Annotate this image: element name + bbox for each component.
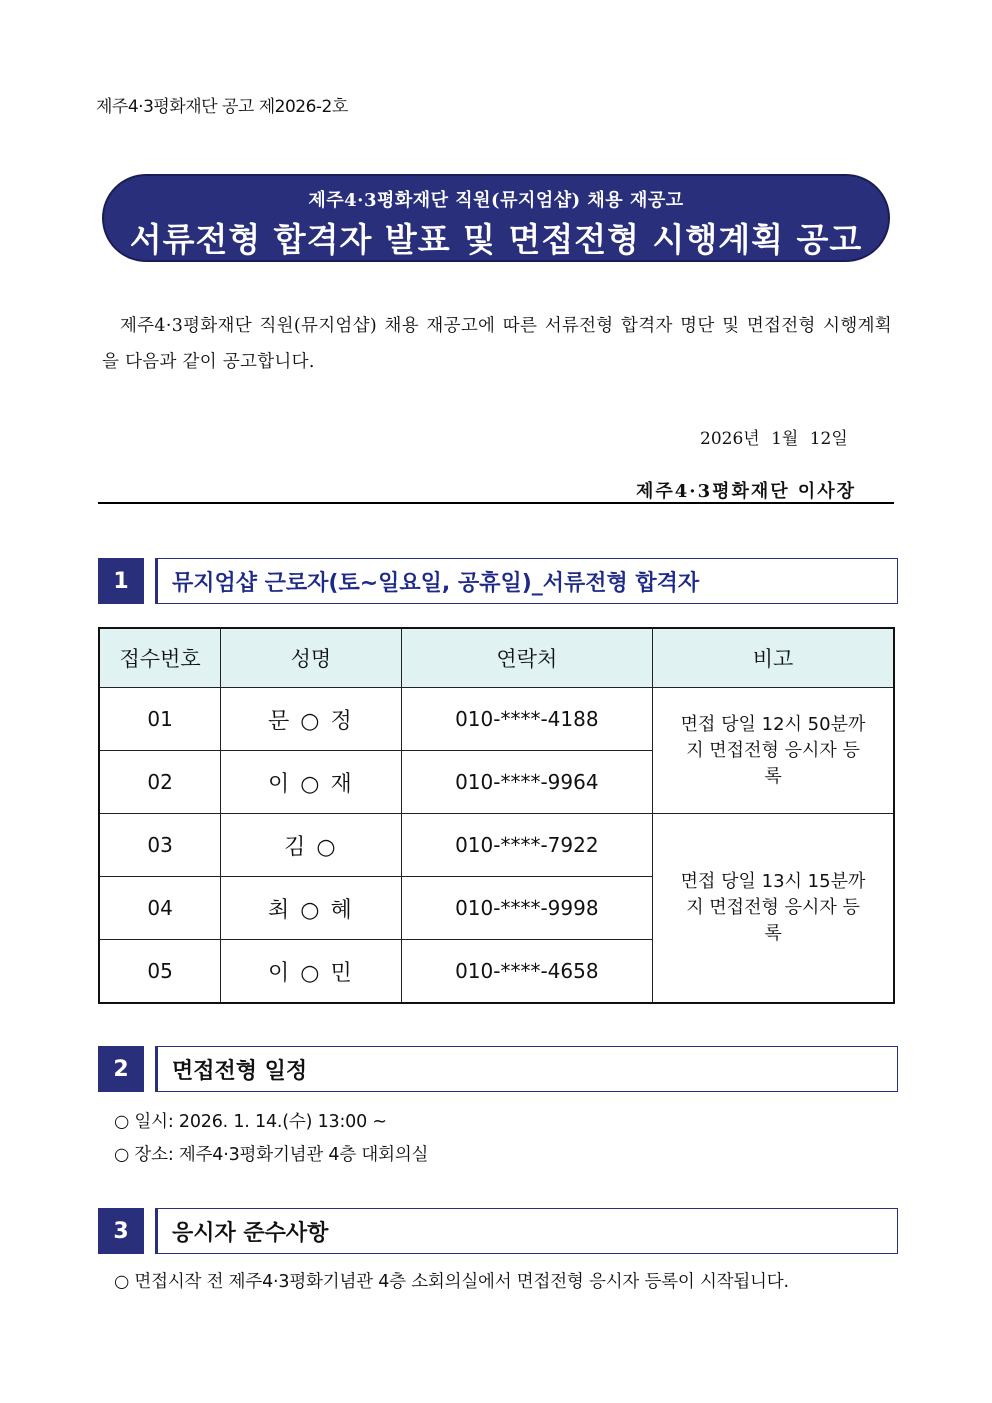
signer: 제주4·3평화재단 이사장 <box>636 481 857 502</box>
cell-number: 02 <box>99 751 221 814</box>
schedule-datetime: ○ 일시: 2026. 1. 14.(수) 13:00 ~ <box>114 1112 387 1132</box>
cell-number: 01 <box>99 688 221 751</box>
notice-date: 2026년 1월 12일 <box>700 429 848 449</box>
col-header-contact: 연락처 <box>401 628 652 688</box>
cell-note-group-a: 면접 당일 12시 50분까지 면접전형 응시자 등록 <box>653 688 894 814</box>
divider <box>98 502 894 504</box>
cell-name: 김 ○ <box>221 814 401 877</box>
col-header-name: 성명 <box>221 628 401 688</box>
title-banner <box>102 174 890 262</box>
cell-name: 이 ○ 재 <box>221 751 401 814</box>
cell-phone: 010-****-4188 <box>401 688 652 751</box>
cell-phone: 010-****-9998 <box>401 877 652 940</box>
cell-phone: 010-****-7922 <box>401 814 652 877</box>
cell-note-group-b: 면접 당일 13시 15분까지 면접전형 응시자 등록 <box>653 814 894 1004</box>
section-2-title: 면접전형 일정 <box>155 1046 898 1092</box>
section-1-title: 뮤지엄샵 근로자(토~일요일, 공휴일)_서류전형 합격자 <box>155 558 898 604</box>
candidates-table <box>98 627 895 1004</box>
section-2-number: 2 <box>98 1046 144 1092</box>
section-3-number: 3 <box>98 1208 144 1254</box>
cell-name: 문 ○ 정 <box>221 688 401 751</box>
cell-name: 이 ○ 민 <box>221 940 401 1004</box>
section-1-number: 1 <box>98 558 144 604</box>
banner-subtitle: 제주4·3평화재단 직원(뮤지엄샵) 채용 재공고 <box>308 190 684 211</box>
cell-number: 04 <box>99 877 221 940</box>
cell-name: 최 ○ 혜 <box>221 877 401 940</box>
cell-phone: 010-****-9964 <box>401 751 652 814</box>
col-header-note: 비고 <box>653 628 894 688</box>
cell-number: 05 <box>99 940 221 1004</box>
table-row <box>99 688 894 751</box>
col-header-number: 접수번호 <box>99 628 221 688</box>
compliance-item: ○ 면접시작 전 제주4·3평화기념관 4층 소회의실에서 면접전형 응시자 등록이 시작됩니다. <box>114 1272 789 1292</box>
section-3-title: 응시자 준수사항 <box>155 1208 898 1254</box>
banner-title: 서류전형 합격자 발표 및 면접전형 시행계획 공고 <box>129 220 863 259</box>
table-header-row <box>99 628 894 688</box>
notice-reference-number: 제주4·3평화재단 공고 제2026-2호 <box>96 97 348 117</box>
intro-paragraph: 제주4·3평화재단 직원(뮤지엄샵) 채용 재공고에 따른 서류전형 합격자 명단 및 면접전형 시행계획을 다음과 같이 공고합니다. <box>102 316 892 372</box>
cell-phone: 010-****-4658 <box>401 940 652 1004</box>
cell-number: 03 <box>99 814 221 877</box>
schedule-location: ○ 장소: 제주4·3평화기념관 4층 대회의실 <box>114 1145 429 1165</box>
table-row <box>99 814 894 877</box>
